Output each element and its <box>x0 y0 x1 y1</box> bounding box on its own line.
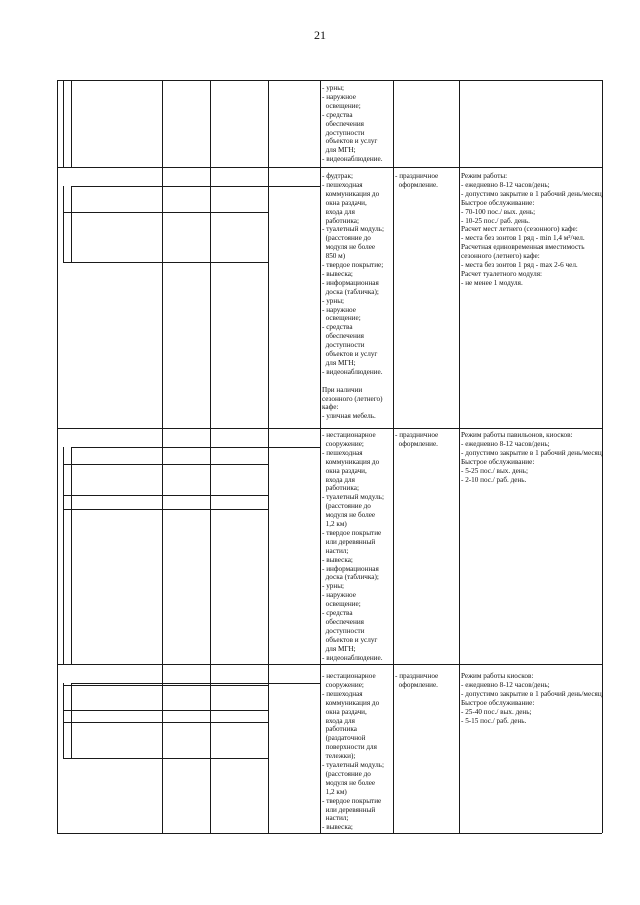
requirement-line: - средства <box>322 609 353 617</box>
table-rule <box>71 683 72 758</box>
requirement-line: сезонного (летнего) <box>322 394 383 403</box>
requirement-line: 1,2 км) <box>322 520 347 528</box>
notes-line: Быстрое обслуживание: <box>461 457 535 466</box>
requirement-line: модуля не более <box>322 778 376 787</box>
notes-line: Режим работы киосков: <box>461 672 534 680</box>
notes-line: Режим работы павильонов, киосков: <box>461 431 573 439</box>
requirement-line: работника <box>322 725 357 734</box>
page-number: 21 <box>314 28 326 42</box>
format-line: оформление. <box>395 439 438 448</box>
requirement-line: - пешеходная <box>322 448 363 457</box>
notes-line: - 5-15 пос./ раб. день. <box>461 716 527 725</box>
notes-line: Расчет туалетного модуля: <box>461 269 543 278</box>
requirement-line: (раздаточной <box>322 734 366 743</box>
requirement-line: обеспечения <box>322 332 364 341</box>
requirement-line: - урны; <box>322 582 345 591</box>
requirement-line: модуля не более <box>322 243 376 252</box>
requirement-line: объектов и услуг <box>322 350 378 358</box>
requirement-line: - туалетный модуль; <box>322 493 384 502</box>
table-rule <box>63 186 64 262</box>
requirement-line: доступности <box>322 128 365 137</box>
notes-line: сезонного (летнего) кафе: <box>461 252 540 261</box>
requirement-line: тележки); <box>322 752 356 761</box>
table-rule <box>63 464 268 465</box>
requirement-line: - вывеска; <box>322 269 353 278</box>
requirement-line: - вывеска; <box>322 555 353 564</box>
requirement-line: 1,2 км) <box>322 787 347 796</box>
notes-line: Расчетная единовременная вместимость <box>461 243 585 252</box>
requirement-line: модуля не более <box>322 511 376 520</box>
requirement-line: доступности <box>322 626 365 635</box>
requirement-line: работника; <box>322 216 359 225</box>
format-line: - праздничное <box>395 672 439 680</box>
requirement-line: окна раздачи, <box>322 198 367 207</box>
requirement-line: кафе: <box>322 403 339 412</box>
table-rule <box>63 722 268 723</box>
requirement-line: - информационная <box>322 564 379 573</box>
requirement-line: объектов и услуг <box>322 635 378 644</box>
requirement-line: доска (табличка); <box>322 573 379 582</box>
requirement-line: настил; <box>322 814 349 823</box>
format-line: - праздничное <box>395 172 439 180</box>
requirement-line: коммуникация до <box>322 698 380 707</box>
requirement-line: - наружное <box>322 305 356 314</box>
requirement-line: (расстояние до <box>322 502 371 511</box>
requirement-line: - уличная мебель. <box>322 412 376 421</box>
table-rule <box>393 80 394 833</box>
notes-line: - ежедневно 8-12 часов/день; <box>461 439 550 448</box>
notes-line: - 2-10 пос./ раб. день. <box>461 475 527 484</box>
requirement-line: (расстояние до <box>322 234 371 243</box>
format-line: оформление. <box>395 180 438 189</box>
notes-line: - 10-25 пос./ раб. день. <box>461 216 530 225</box>
notes-line: - ежедневно 8-12 часов/день; <box>461 180 550 189</box>
table-rule <box>71 447 72 664</box>
table-rule <box>63 758 268 759</box>
format-line: - праздничное <box>395 431 439 439</box>
requirement-line: освещение; <box>322 101 361 110</box>
requirement-line: коммуникация до <box>322 457 380 466</box>
requirement-line: - туалетный модуль; <box>322 225 384 234</box>
table-rule <box>57 167 602 168</box>
requirement-line: входа для <box>322 716 355 725</box>
notes-line: - допустимо закрытие в 1 рабочий день/месяц. <box>461 689 604 698</box>
table-rule <box>71 186 320 187</box>
requirement-line: 850 м) <box>322 252 346 261</box>
notes-line: Расчет мест летнего (сезонного) кафе: <box>461 225 578 234</box>
requirement-line: обеспечения <box>322 617 364 626</box>
requirement-line: - туалетный модуль; <box>322 761 384 769</box>
table-rule <box>63 262 268 263</box>
requirement-line: настил; <box>322 546 349 555</box>
table-rule <box>57 664 602 665</box>
notes-line: Быстрое обслуживание: <box>461 698 535 707</box>
requirement-line: - урны; <box>322 296 345 305</box>
requirement-line: При наличии <box>322 385 363 394</box>
requirement-line: - нестационарное <box>322 431 376 439</box>
requirement-line: обеспечения <box>322 119 364 128</box>
requirement-line: коммуникация до <box>322 189 380 198</box>
notes-line: - допустимо закрытие в 1 рабочий день/месяц. <box>461 189 604 198</box>
requirement-line: сооружение; <box>322 680 364 689</box>
table-rule <box>63 509 268 510</box>
notes-line: - места без зонтов 1 ряд - max 2-6 чел. <box>461 261 578 269</box>
requirement-line: - наружное <box>322 92 356 101</box>
requirement-line: входа для <box>322 475 355 484</box>
table-rule <box>57 428 602 429</box>
table-rule <box>57 80 602 81</box>
format-line: оформление. <box>395 680 438 689</box>
requirement-line: - урны; <box>322 84 345 92</box>
requirement-line: освещение; <box>322 314 361 323</box>
notes-line: - не менее 1 модуля. <box>461 278 523 287</box>
requirement-line: - твердое покрытие <box>322 528 382 537</box>
notes-line: - 70-100 пос./ выx. день; <box>461 207 536 216</box>
requirement-line: для МГН; <box>322 146 356 155</box>
requirement-line: объектов и услуг <box>322 137 378 146</box>
requirement-line: - информационная <box>322 278 379 287</box>
requirement-line: окна раздачи, <box>322 466 367 475</box>
requirement-line: - пешеходная <box>322 180 363 189</box>
requirement-line: работника; <box>322 484 359 493</box>
requirement-line: - видеонаблюдение. <box>322 155 383 164</box>
requirement-line: - фудтрак; <box>322 172 353 180</box>
requirement-line: - твердое покрытие <box>322 796 382 805</box>
table-rule <box>71 447 320 448</box>
requirement-line: для МГН; <box>322 644 356 653</box>
requirement-line: - средства <box>322 110 353 119</box>
requirement-line: входа для <box>322 207 355 216</box>
table-rule <box>57 833 602 834</box>
requirement-line: - вывеска; <box>322 823 353 832</box>
table-rule <box>71 186 72 262</box>
requirement-line: для МГН; <box>322 358 356 367</box>
notes-line: - 5-25 пос./ вых. день; <box>461 466 528 475</box>
table-rule <box>268 80 269 833</box>
table-rule <box>71 683 320 684</box>
requirement-line: или деревянный <box>322 805 376 814</box>
requirement-line: - видеонаблюдение. <box>322 653 383 662</box>
table-rule <box>459 80 460 833</box>
requirement-line: - пешеходная <box>322 689 363 698</box>
notes-line: - 25-40 пос./ вых. день; <box>461 707 532 716</box>
requirement-line: - нестационарное <box>322 672 376 680</box>
requirement-line: окна раздачи, <box>322 707 367 716</box>
table-rule <box>63 495 268 496</box>
table-rule <box>63 710 268 711</box>
notes-line: - допустимо закрытие в 1 рабочий день/месяц. <box>461 448 604 457</box>
table-rule <box>320 80 321 833</box>
requirement-line: - твердое покрытие; <box>322 261 384 269</box>
notes-line: - места без зонтов 1 ряд - min 1,4 м²/чел. <box>461 234 585 243</box>
table-rule <box>210 80 211 833</box>
notes-line: - ежедневно 8-12 часов/день; <box>461 680 550 689</box>
table-rule <box>162 80 163 833</box>
requirement-line: - наружное <box>322 591 356 600</box>
requirement-line: или деревянный <box>322 537 376 546</box>
table-rule <box>57 80 58 833</box>
notes-line: Режим работы: <box>461 172 508 180</box>
table-rule <box>71 80 72 167</box>
requirement-line: поверхности для <box>322 743 377 752</box>
requirement-line: (расстояние до <box>322 769 371 778</box>
table-rule <box>63 685 268 686</box>
table-rule <box>63 80 64 167</box>
table-rule <box>63 447 64 664</box>
table-rule <box>63 212 268 213</box>
requirement-line: доска (табличка); <box>322 287 379 296</box>
requirement-line: - средства <box>322 323 353 332</box>
notes-line: Быстрое обслуживание: <box>461 198 535 207</box>
requirement-line: освещение; <box>322 600 361 609</box>
table-rule <box>63 683 64 758</box>
requirement-line: доступности <box>322 341 365 350</box>
requirement-line: - видеонаблюдение. <box>322 367 383 376</box>
requirement-line: сооружение; <box>322 439 364 448</box>
